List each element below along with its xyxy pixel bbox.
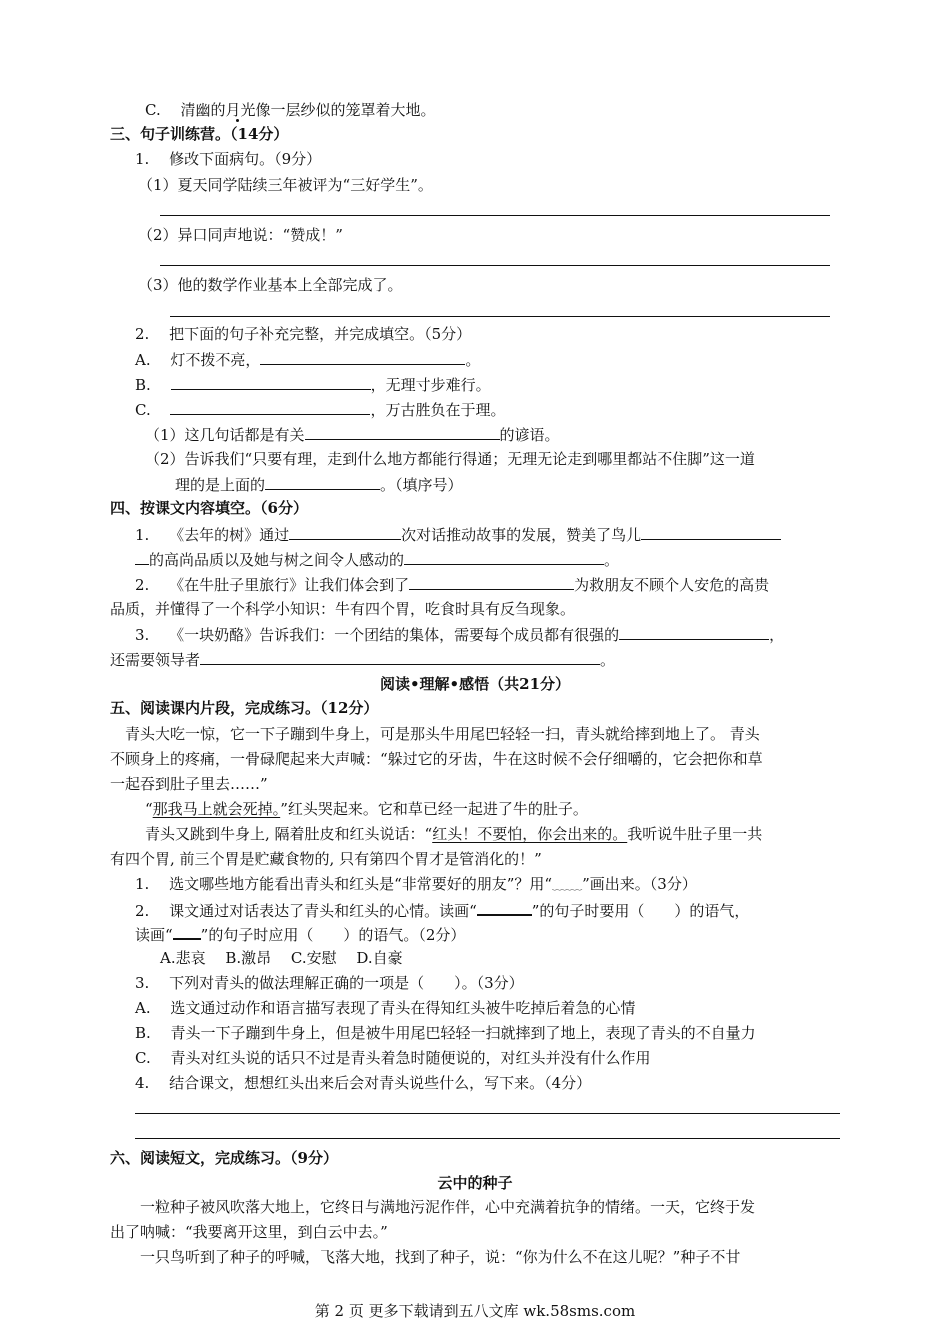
text: ”画出来。（3分） bbox=[582, 875, 697, 893]
section-3-title: 三、句子训练营。（14分） bbox=[110, 125, 289, 143]
section-6-title: 六、阅读短文，完成练习。（9分） bbox=[110, 1149, 338, 1167]
text: （1）这几句话都是有关 bbox=[145, 426, 305, 444]
s3-q2: 2. 把下面的句子补充完整，并完成填空。（5分） bbox=[135, 325, 472, 343]
text: ”红头哭起来。它和草已经一起进了牛的肚子。 bbox=[280, 800, 588, 818]
fill-blank[interactable] bbox=[404, 549, 604, 565]
s3-q2-2: （2）告诉我们“只要有理，走到什么地方都能行得通；无理无论走到哪里都站不住脚”这一道 bbox=[145, 450, 755, 468]
passage-line: 有四个胃, 前三个胃是贮藏食物的, 只有第四个胃才是管消化的！” bbox=[110, 850, 542, 868]
s5-q1 bbox=[135, 874, 697, 894]
fill-blank[interactable] bbox=[171, 374, 371, 390]
s3-q1-b: （2）异口同声地说：“赞成！” bbox=[138, 226, 343, 244]
text: 1. 《去年的树》通过 bbox=[135, 526, 290, 544]
fill-blank[interactable] bbox=[305, 424, 500, 440]
fill-blank[interactable] bbox=[641, 524, 781, 540]
text: 还需要领导者 bbox=[110, 651, 201, 669]
s4-q1b bbox=[135, 549, 619, 570]
text: 。 bbox=[600, 651, 616, 669]
story-title: 云中的种子 bbox=[437, 1174, 513, 1192]
text: 。 bbox=[604, 551, 620, 569]
text: “ bbox=[145, 800, 153, 818]
text: B. bbox=[135, 376, 171, 394]
text: 3. 《一块奶酪》告诉我们：一个团结的集体，需要每个成员都有很强的 bbox=[135, 626, 620, 644]
text: ”的句子时应用（ ）的语气。（2分） bbox=[200, 926, 466, 944]
passage-line bbox=[145, 824, 762, 844]
story-line: 一只鸟听到了种子的呼喊，飞落大地，找到了种子，说：“你为什么不在这儿呢？”种子不甘 bbox=[110, 1248, 741, 1266]
text: 为救朋友不顾个人安危的高贵 bbox=[574, 576, 770, 594]
text: ”的句子时要用（ ）的语气， bbox=[531, 902, 750, 920]
answer-line[interactable] bbox=[135, 1138, 840, 1139]
section-5-title: 五、阅读课内片段，完成练习。（12分） bbox=[110, 699, 379, 717]
text: ，无理寸步难行。 bbox=[370, 376, 491, 394]
s3-q2-1 bbox=[145, 424, 560, 445]
text: 次对话推动故事的发展，赞美了鸟儿 bbox=[401, 526, 642, 544]
underlined-sentence: 红头！不要怕，你会出来的。 bbox=[432, 825, 628, 843]
fill-blank[interactable] bbox=[619, 624, 769, 640]
answer-line[interactable] bbox=[160, 215, 830, 216]
fill-blank[interactable] bbox=[200, 649, 600, 665]
s5-q3: 3. 下列对青头的做法理解正确的一项是（ ）。（3分） bbox=[135, 974, 524, 992]
text: 读画“ bbox=[135, 926, 173, 944]
wavy-line-symbol: ﹏﹏ bbox=[552, 875, 583, 893]
fill-blank[interactable] bbox=[135, 549, 149, 565]
reading-section-header: 阅读•理解•感悟（共21分） bbox=[379, 675, 571, 693]
text: A. 灯不拨不亮， bbox=[135, 351, 261, 369]
passage-line: 青头大吃一惊，它一下子蹦到牛身上，可是那头牛用尾巴轻轻一扫，青头就给摔到地上了。 青头 bbox=[110, 725, 760, 743]
fill-blank[interactable] bbox=[289, 524, 401, 540]
s3-q1-c: （3）他的数学作业基本上全部完成了。 bbox=[138, 276, 403, 294]
s3-q2-c bbox=[135, 399, 506, 420]
fill-blank[interactable] bbox=[409, 574, 574, 590]
answer-line[interactable] bbox=[160, 265, 830, 266]
s3-q2-2b bbox=[175, 474, 463, 495]
s3-q2-a bbox=[135, 349, 480, 370]
story-line: 一粒种子被风吹落大地上，它终日与满地污泥作伴，心中充满着抗争的情绪。一天，它终于发 bbox=[110, 1198, 756, 1216]
line-symbol bbox=[477, 899, 532, 916]
s3-q1: 1. 修改下面病句。（9分） bbox=[135, 150, 322, 168]
s3-q2-b bbox=[135, 374, 491, 395]
passage-line: 不顾身上的疼痛，一骨碌爬起来大声喊：“躲过它的牙齿，牛在这时候不会仔细嚼的，它会把你和草 bbox=[110, 750, 763, 768]
text: ， bbox=[769, 626, 785, 644]
s4-q3 bbox=[135, 624, 784, 645]
fill-blank[interactable] bbox=[260, 349, 465, 365]
text: 的高尚品质以及她与树之间令人感动的 bbox=[149, 551, 405, 569]
page-footer: 第 2 页 更多下载请到五八文库 wk.58sms.com bbox=[314, 1302, 636, 1320]
s5-q2-options: A.悲哀 B.激昂 C.安慰 D.自豪 bbox=[160, 949, 403, 967]
text: 我听说牛肚子里一共 bbox=[627, 825, 763, 843]
passage-line: 一起吞到肚子里去……” bbox=[110, 775, 268, 793]
text: 2. 课文通过对话表达了青头和红头的心情。读画“ bbox=[135, 902, 477, 920]
s5-q3-a: A. 选文通过动作和语言描写表现了青头在得知红头被牛吃掉后着急的心情 bbox=[135, 999, 636, 1017]
text: 1. 选文哪些地方能看出青头和红头是“非常要好的朋友”？用“ bbox=[135, 875, 553, 893]
text: 青头又跳到牛身上, 隔着肚皮和红头说话：“ bbox=[145, 825, 433, 843]
s4-q2b: 品质，并懂得了一个科学小知识：牛有四个胃，吃食时具有反刍现象。 bbox=[110, 600, 576, 618]
text: 。 bbox=[465, 351, 481, 369]
story-line: 出了呐喊：“我要离开这里，到白云中去。” bbox=[110, 1223, 388, 1241]
text: 理的是上面的 bbox=[175, 476, 266, 494]
s5-q3-b: B. 青头一下子蹦到牛身上，但是被牛用尾巴轻轻一扫就摔到了地上，表现了青头的不自量力 bbox=[135, 1024, 756, 1042]
text: 。（填序号） bbox=[380, 476, 463, 494]
s5-q2 bbox=[135, 899, 749, 921]
s5-q4: 4. 结合课文，想想红头出来后会对青头说些什么，写下来。（4分） bbox=[135, 1074, 592, 1092]
passage-line bbox=[145, 799, 588, 819]
fill-blank[interactable] bbox=[170, 399, 370, 415]
section-4-title: 四、按课文内容填空。（6分） bbox=[110, 499, 308, 517]
text: 的谚语。 bbox=[499, 426, 560, 444]
s4-q3b bbox=[110, 649, 615, 670]
s5-q2b bbox=[135, 923, 465, 945]
line-symbol bbox=[173, 923, 201, 940]
s5-q3-c: C. 青头对红头说的话只不过是青头着急时随便说的，对红头并没有什么作用 bbox=[135, 1049, 651, 1067]
s3-q1-a: （1）夏天同学陆续三年被评为“三好学生”。 bbox=[138, 176, 433, 194]
answer-line[interactable] bbox=[135, 1113, 840, 1114]
fill-blank[interactable] bbox=[265, 474, 380, 490]
answer-line[interactable] bbox=[170, 316, 830, 317]
option-c-line: C. 清幽的月光像一层纱似的笼罩着大地。 bbox=[145, 101, 436, 119]
emphasis-dot bbox=[236, 119, 239, 122]
text: ，万古胜负在于理。 bbox=[370, 401, 506, 419]
underlined-sentence: 那我马上就会死掉。 bbox=[152, 800, 281, 818]
text: C. bbox=[135, 401, 171, 419]
s4-q2 bbox=[135, 574, 769, 595]
text: 2. 《在牛肚子里旅行》让我们体会到了 bbox=[135, 576, 410, 594]
s4-q1 bbox=[135, 524, 781, 545]
